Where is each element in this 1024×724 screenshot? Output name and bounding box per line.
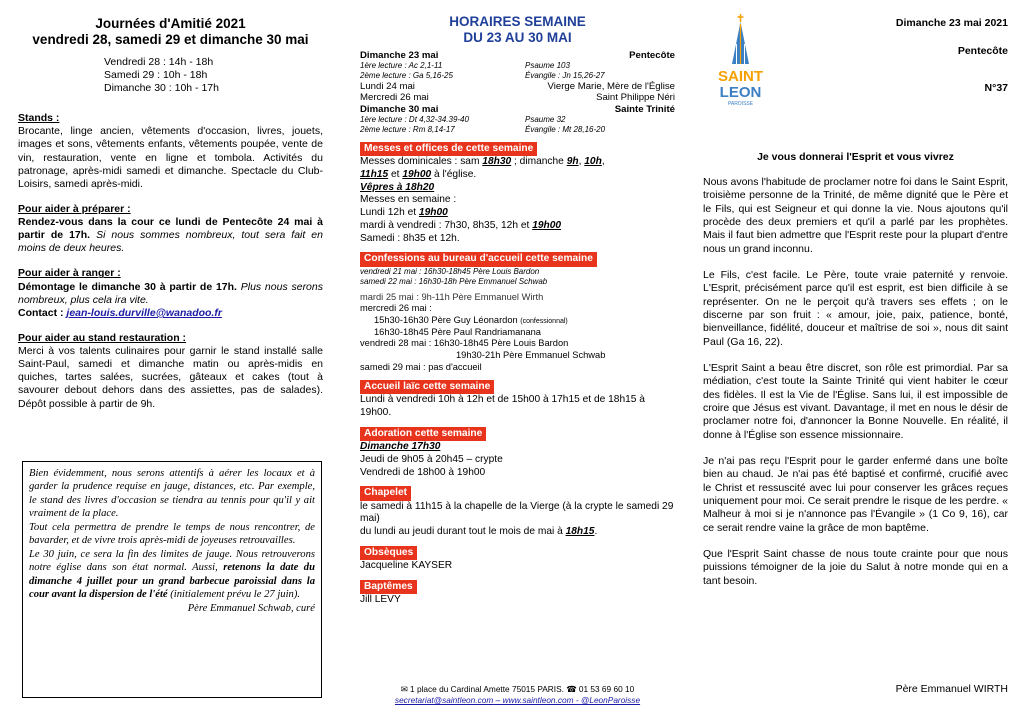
funerals-name: Jacqueline KAYSER — [360, 560, 453, 572]
website-link[interactable]: www.saintleon.com — [502, 694, 574, 705]
catering-text: Merci à vos talents culinaires pour garnir le stand installé salle Saint-Paul, samedi et dimanche matin ou après-midis en quiches, tartes salées, sucrées, gâteaux et cakes (tout à savourer debout dehors dans des assiettes, pas de salades). Dépôt possible à partir de 9h. — [18, 345, 323, 410]
liturgy-row — [360, 61, 675, 71]
rosary-line: le samedi à 11h15 à la chapelle de la Vierge (à la crypte le samedi 29 mai) — [360, 500, 674, 525]
saturday-masses: Samedi : 8h35 et 12h. — [360, 232, 460, 244]
church-spire-icon — [713, 14, 768, 106]
confession-line: 19h30-21h Père Emmanuel Schwab — [456, 350, 606, 360]
liturgy-row — [360, 71, 675, 81]
confession-line: samedi 22 mai : 16h30-18h Père Emmanuel Schwab — [360, 276, 548, 286]
masses-sunday: Messes dominicales : sam 18h30 ; dimanche 9h, 10h, 11h15 et 19h00 à l'église. — [360, 156, 605, 180]
confession-line: vendredi 21 mai : 16h30-18h45 Père Louis Bardon — [360, 266, 540, 276]
editorial-body — [703, 176, 1008, 601]
issue-number: N°37 — [984, 82, 1008, 94]
liturgy-row-right: Vierge Marie, Mère de l'Église — [547, 80, 675, 92]
liturgy-row-left: 1ère lecture : Ac 2,1-11 — [360, 61, 443, 71]
events-column — [18, 0, 323, 724]
editorial-paragraph: L'Esprit Saint a beau être discret, son rôle est primordial. Par sa médiation, c'est toute la Sainte Trinité qui vient habiter le cœur des fidèles. Il est la Vie de l'Église. Sans lui, il est impossible de croire que Jésus est vivant. Davantage, il met en nous le désir de proclamer notre foi, d'annoncer la Bonne Nouvelle. En réalité, il donne à l'Église son essence missionnaire. — [703, 361, 1008, 441]
editorial-signature: Père Emmanuel WIRTH — [895, 683, 1008, 695]
liturgy-row — [360, 125, 675, 135]
liturgy-row-right: Psaume 103 — [525, 61, 570, 71]
liturgy-row-right: Évangile : Mt 28,16-20 — [525, 125, 606, 135]
monday-masses: Lundi 12h et 19h00 — [360, 207, 448, 219]
baptisms-heading-tag: Baptêmes — [360, 580, 417, 594]
adoration-line: Jeudi de 9h05 à 20h45 – crypte — [360, 453, 503, 465]
envelope-icon: ✉ — [400, 684, 408, 694]
confession-line: samedi 29 mai : pas d'accueil — [360, 361, 482, 372]
prepare-heading: Pour aider à préparer : — [18, 202, 131, 215]
liturgy-readings — [360, 50, 675, 135]
confession-line: vendredi 28 mai : 16h30-18h45 Père Louis Bardon — [360, 338, 569, 349]
schedule-column — [360, 0, 675, 724]
liturgy-row — [360, 81, 675, 93]
issue-date: Dimanche 23 mai 2021 — [895, 17, 1008, 29]
vespers-line: Vêpres à 18h20 — [360, 181, 435, 193]
logo-word-paroisse: PAROISSE — [727, 101, 754, 106]
welcome-heading-tag: Accueil laïc cette semaine — [360, 380, 494, 394]
editorial-paragraph: Nous avons l'habitude de proclamer notre foi dans le Saint Esprit, troisième personne de la Trinité, de même dignité que le Père et le Fils, qui est Seigneur et qui donne la vie. Nous ajoutons qu'il procède des deux premiers et qu'il a parlé par les prophètes. Mais il faut bien admettre que l'Esprit reste pour la plupart d'entre nous un grand inconnu. — [703, 176, 1008, 255]
parish-logo — [713, 14, 768, 106]
note-paragraph: Bien évidemment, nous serons attentifs à aérer les locaux et à garder la prudence requise en jauge, distances, etc. Par exemple, le stand des livres d'occasion se tiendra au tennis pour qu'il y ait vraiment de la place. — [29, 468, 315, 520]
catering-heading: Pour aider au stand restauration : — [18, 331, 187, 344]
editorial-column — [703, 0, 1008, 724]
adoration-heading-tag: Adoration cette semaine — [360, 427, 486, 441]
liturgy-row-left: Lundi 24 mai — [360, 80, 415, 92]
logo-word-saint: SAINT — [718, 68, 763, 85]
welcome-text: Lundi à vendredi 10h à 12h et de 15h00 à 17h15 et de 18h15 à 19h00. — [360, 394, 645, 419]
confession-line: 15h30-16h30 Père Guy Léonardon (confessionnal) — [374, 315, 568, 326]
tidy-heading: Pour aider à ranger : — [18, 267, 121, 280]
email-link[interactable]: secretariat@saintleon.com — [394, 694, 494, 705]
tue-fri-masses: mardi à vendredi : 7h30, 8h35, 12h et 19h00 — [360, 219, 562, 231]
events-title: Journées d'Amitié 2021 vendredi 28, samedi 29 et dimanche 30 mai — [32, 16, 309, 47]
liturgy-row-left: 1ère lecture : Dt 4,32-34.39-40 — [360, 115, 469, 125]
editorial-paragraph: Que l'Esprit Saint chasse de nous toute crainte pour que nous puissions témoigner de la joie du Salut à notre monde qui en a tant besoin. — [703, 547, 1008, 587]
liturgy-row-right: Pentecôte — [629, 49, 675, 61]
liturgy-row — [360, 92, 675, 104]
editorial-title: Je vous donnerai l'Esprit et vous vivrez — [757, 151, 954, 163]
event-hours: Vendredi 28 : 14h - 18h Samedi 29 : 10h - 18h Dimanche 30 : 10h - 17h — [104, 55, 219, 95]
rosary-heading-tag: Chapelet — [360, 486, 411, 500]
address-line: ✉ 1 place du Cardinal Amette 75015 PARIS. ☎ 01 53 69 60 10 — [400, 684, 635, 694]
baptisms-name: Jill LEVY — [360, 594, 401, 606]
liturgy-row-left: 2ème lecture : Rm 8,14-17 — [360, 125, 455, 135]
tidy-text: Démontage le dimanche 30 à partir de 17h. Plus nous serons nombreux, plus cela ira vite. — [18, 280, 323, 306]
note-paragraph: Le 30 juin, ce sera la fin des limites de jauge. Nous retrouverons notre église dans son état normal. Aussi, retenons la date du dimanche 4 juillet pour un grand barbecue paroissial dans la cour avant la dispersion de l'été (initialement prévu le 27 juin). — [29, 548, 315, 601]
parish-footer — [360, 684, 675, 706]
logo-word-leon: LEON — [719, 84, 762, 101]
liturgy-row — [360, 115, 675, 125]
feast-name: Pentecôte — [957, 45, 1008, 57]
confession-line: 16h30-18h45 Père Paul Randriamanana — [374, 326, 541, 337]
liturgy-row-left: Mercredi 26 mai — [360, 92, 429, 104]
adoration-line: Vendredi de 18h00 à 19h00 — [360, 466, 486, 478]
rosary-line: du lundi au jeudi durant tout le mois de mai à 18h15. — [360, 526, 598, 538]
editorial-paragraph: Le Fils, c'est facile. Le Père, toute vraie paternité y renvoie. L'Esprit, précisément parce qu'il est esprit, est bien difficile à se représenter. On ne le perçoit qu'à travers ses effets ; on le discerne par son fruit : « amour, joie, paix, patience, bonté, bienveillance, fidélité, douceur et maîtrise de soi », nous dit saint Paul (Ga 16, 22). — [703, 268, 1008, 348]
masses-heading-tag: Messes et offices de cette semaine — [360, 142, 537, 156]
footer-links: secretariat@saintleon.com – www.saintleon.com - @LeonParoisse — [394, 694, 641, 705]
note-signature: Père Emmanuel Schwab, curé — [187, 602, 315, 614]
contact-email-link[interactable]: jean-louis.durville@wanadoo.fr — [66, 306, 222, 319]
liturgy-row — [360, 104, 675, 116]
editorial-paragraph: Je n'ai pas reçu l'Esprit pour le garder enfermé dans une boîte bien au chaud. Je n'ai pas été baptisé et confirmé, crucifié avec le Christ et ressuscité avec lui pour conserver les grâces reçues uniquement pour moi. Ce serait prendre le risque de les perdre. « Malheur à moi si je n'annonce pas l'Évangile » (1 Co 9, 16), car ce serait rendre vaine la grâce de mon baptême. — [703, 454, 1008, 534]
liturgy-row-left: 2ème lecture : Ga 5,16-25 — [360, 71, 453, 81]
funerals-heading-tag: Obsèques — [360, 546, 417, 560]
liturgy-row-left: Dimanche 30 mai — [360, 103, 439, 115]
twitter-link[interactable]: @LeonParoisse — [580, 694, 641, 705]
adoration-line: Dimanche 17h30 — [360, 441, 441, 453]
liturgy-row-right: Saint Philippe Néri — [596, 92, 675, 104]
liturgy-row — [360, 50, 675, 62]
priest-note-box — [22, 461, 322, 698]
schedule-title: HORAIRES SEMAINE DU 23 AU 30 MAI — [449, 14, 586, 45]
confession-line: mardi 25 mai : 9h-11h Père Emmanuel Wirth — [360, 292, 544, 303]
liturgy-row-right: Sainte Trinité — [614, 103, 675, 115]
liturgy-row-left: Dimanche 23 mai — [360, 49, 439, 61]
weekday-masses-heading: Messes en semaine : — [360, 194, 457, 206]
liturgy-row-right: Évangile : Jn 15,26-27 — [525, 71, 605, 81]
prepare-text: Rendez-vous dans la cour ce lundi de Pentecôte 24 mai à partir de 17h. Si nous sommes nombreux, tout sera fait en moins de deux heures. — [18, 216, 323, 255]
confessions-heading-tag: Confessions au bureau d'accueil cette semaine — [360, 252, 597, 266]
note-paragraph: Tout cela permettra de prendre le temps de nous rencontrer, de bavarder, et de vivre trois après-midi de joyeuses retrouvailles. — [29, 521, 315, 547]
contact-line: Contact : jean-louis.durville@wanadoo.fr — [18, 306, 222, 319]
liturgy-row-right: Psaume 32 — [525, 115, 566, 125]
confession-line: mercredi 26 mai : — [360, 303, 432, 314]
stands-text: Brocante, linge ancien, vêtements d'occasion, livres, jouets, images et sons, vêtements enfants, vêtements poupée, vente de vin, restauration, vente en ligne et tombola. Activités du patronage, après-midi samedi et dimanche. Spectacle du Club-Loisirs, samedi après-midi. — [18, 125, 323, 190]
stands-heading: Stands : — [18, 112, 60, 125]
